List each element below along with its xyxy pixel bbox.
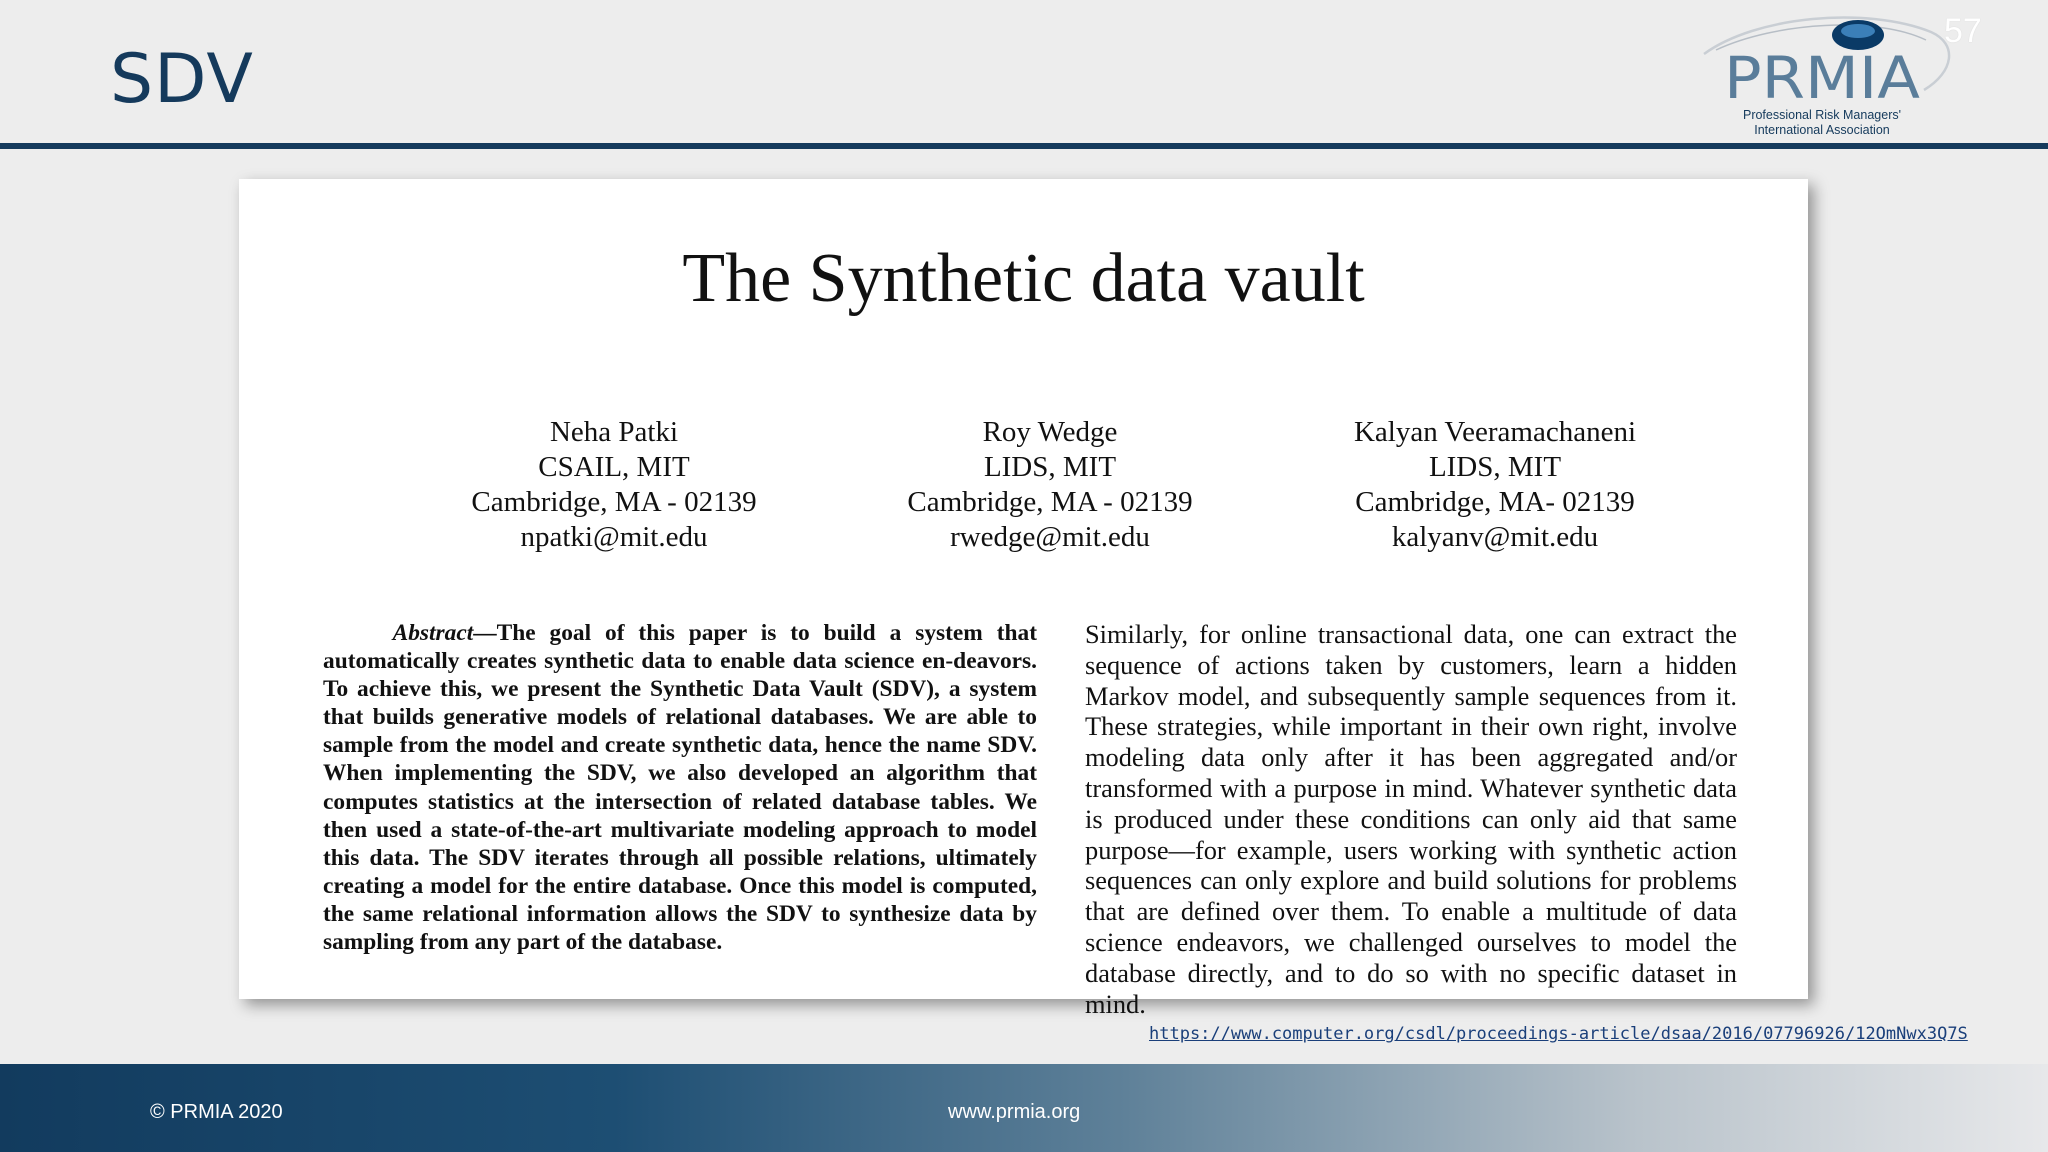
slide-number: 57	[1944, 12, 1982, 50]
author-email: rwedge@mit.edu	[950, 521, 1150, 553]
author-affiliation: CSAIL, MIT	[538, 451, 690, 483]
paper-screenshot	[239, 179, 1808, 1019]
author-email: npatki@mit.edu	[520, 521, 708, 553]
author-block	[840, 415, 1260, 555]
author-affiliation: LIDS, MIT	[983, 451, 1117, 483]
abstract-heading: Abstract	[392, 620, 474, 646]
source-link[interactable]: https://www.computer.org/csdl/proceedings-article/dsaa/2016/07796926/12OmNwx3Q7S	[1149, 1024, 1968, 1044]
abstract-text: —The goal of this paper is to build a system that automatically creates synthetic data to enable data science en-deavors. To achieve this, we present the Synthetic Data Vault (SDV), a system that builds generative models of relational databases. We are able to sample from the model and create synthetic data, hence the name SDV. When implementing the SDV, we also developed an algorithm that computes statistics at the intersection of related database tables. We then used a state-of-the-art multivariate modeling approach to model this data. The SDV iterates through all possible relations, ultimately creating a model for the entire database. Once this model is computed, the same relational information allows the SDV to synthesize data by sampling from any part of the database.	[323, 620, 1037, 956]
author-name: Roy Wedge	[982, 416, 1118, 448]
header-divider	[0, 143, 2048, 149]
logo-wordmark: PRMIA	[1724, 44, 1921, 112]
paper-abstract	[323, 619, 1037, 956]
prmia-logo	[1696, 12, 1956, 140]
prmia-swoosh-icon	[1696, 12, 1956, 112]
author-address: Cambridge, MA- 02139	[1355, 486, 1635, 518]
paper-intro-text: Similarly, for online transactional data, one can extract the sequence of actions taken by customers, learn a hidden Markov model, and subsequently sample sequences from it. These strategies, while important in their own right, involve modeling data only after it has been aggregated and/or transformed with a purpose in mind. Whatever synthetic data is produced under these conditions can only aid that same purpose—for example, users working with synthetic action sequences can only explore and build solutions for problems that are defined over them. To enable a multitude of data science endeavors, we challenged ourselves to model the database directly, and to do so with no specific dataset in mind.	[1085, 619, 1737, 1019]
author-affiliation: LIDS, MIT	[1428, 451, 1562, 483]
logo-line-1: Professional Risk Managers'	[1742, 108, 1901, 122]
slide-title: SDV	[110, 40, 254, 119]
author-address: Cambridge, MA - 02139	[907, 486, 1193, 518]
author-name: Neha Patki	[549, 416, 679, 448]
author-email: kalyanv@mit.edu	[1391, 521, 1599, 553]
logo-line-2: International Association	[1754, 123, 1890, 137]
author-name: Kalyan Veeramachaneni	[1353, 416, 1637, 448]
author-block	[404, 415, 824, 555]
footer-copyright: © PRMIA 2020	[150, 1101, 283, 1123]
footer-website: www.prmia.org	[948, 1101, 1081, 1123]
author-address: Cambridge, MA - 02139	[471, 486, 757, 518]
author-block	[1285, 415, 1705, 555]
paper-title: The Synthetic data vault	[682, 240, 1365, 317]
